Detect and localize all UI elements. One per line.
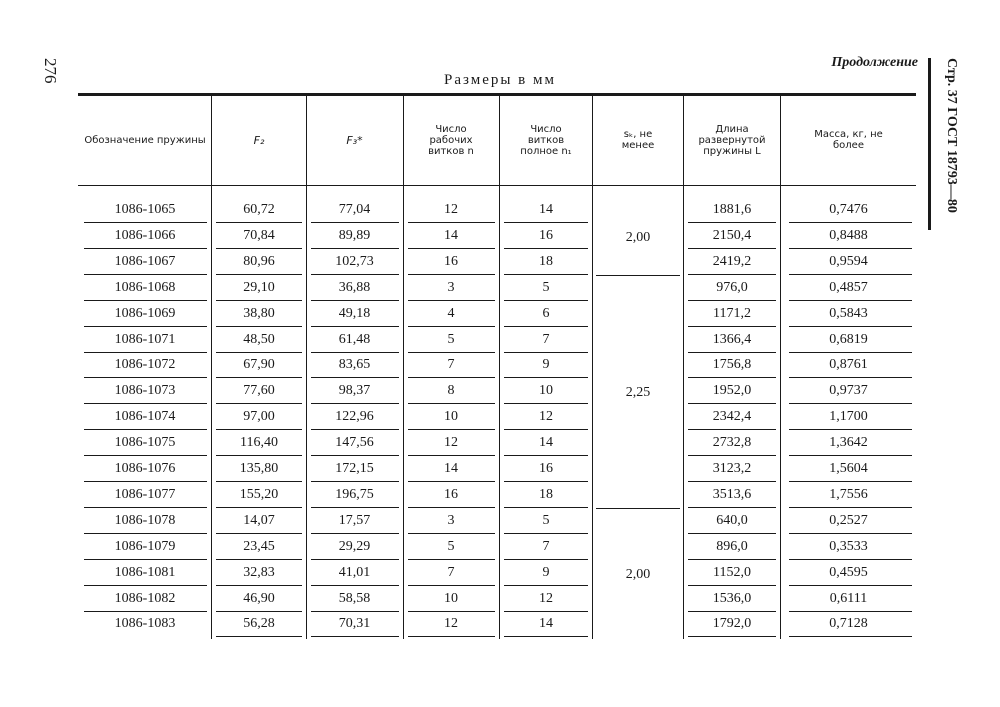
cell-f3: 147,56 (335, 435, 374, 451)
cell-n1: 5 (542, 279, 550, 295)
cell-name: 1086-1083 (114, 616, 176, 632)
cell-mass: 1,1700 (829, 409, 868, 425)
row-rule (504, 326, 588, 327)
cell-n: 14 (444, 227, 458, 243)
cell-name: 1086-1071 (114, 331, 176, 347)
row-rule (504, 274, 588, 275)
header-f2: F₂ (253, 133, 265, 147)
cell-f3: 122,96 (335, 409, 374, 425)
cell-name: 1086-1069 (114, 305, 176, 321)
cell-n1: 16 (539, 461, 553, 476)
cell-name: 1086-1077 (114, 486, 176, 502)
row-rule (408, 403, 495, 404)
page-number: 276 (41, 58, 60, 84)
row-rule (311, 248, 399, 249)
row-rule (311, 429, 399, 430)
cell-f2: 32,83 (243, 564, 275, 580)
cell-n: 12 (444, 202, 458, 217)
cell-n1: 6 (542, 305, 550, 321)
row-rule (789, 533, 912, 534)
row-rule (311, 636, 399, 637)
cell-mass: 0,7128 (829, 616, 868, 632)
row-rule (216, 429, 302, 430)
cell-f2: 80,96 (243, 253, 275, 269)
cell-n1: 18 (539, 486, 553, 502)
row-rule (311, 507, 399, 508)
header-sk: sₖ, не менее (621, 129, 655, 151)
cell-f2: 23,45 (243, 538, 275, 554)
cell-L: 1881,6 (712, 202, 752, 217)
cell-f2: 116,40 (240, 435, 278, 451)
cell-n1: 18 (539, 253, 553, 269)
row-rule (84, 274, 207, 275)
cell-mass: 0,3533 (829, 538, 868, 554)
row-rule (789, 429, 912, 430)
column-divider (499, 96, 500, 639)
cell-n: 16 (444, 253, 458, 269)
row-rule (216, 300, 302, 301)
row-rule (311, 300, 399, 301)
cell-n1: 10 (539, 383, 553, 399)
row-rule (688, 248, 776, 249)
cell-f3: 61,48 (338, 331, 371, 347)
row-rule (789, 455, 912, 456)
cell-L: 2732,8 (712, 435, 752, 451)
row-rule (688, 611, 776, 612)
cell-n: 7 (447, 564, 455, 580)
row-rule (408, 559, 495, 560)
row-rule (84, 559, 207, 560)
cell-mass: 1,5604 (829, 461, 868, 476)
cell-L: 2342,4 (712, 409, 752, 425)
cell-f3: 196,75 (335, 486, 374, 502)
units-caption: Размеры в мм (443, 72, 556, 88)
cell-mass: 0,2527 (829, 512, 868, 528)
column-divider (780, 96, 781, 639)
cell-name: 1086-1079 (114, 538, 176, 554)
row-rule (84, 222, 207, 223)
row-rule (311, 481, 399, 482)
row-rule (688, 300, 776, 301)
row-rule (408, 585, 495, 586)
cell-mass: 1,7556 (829, 486, 868, 502)
cell-n1: 9 (542, 357, 550, 373)
cell-n1: 9 (542, 564, 550, 580)
cell-f3: 49,18 (338, 305, 371, 321)
row-rule (688, 377, 776, 378)
row-rule (84, 403, 207, 404)
cell-f2: 56,28 (243, 616, 275, 632)
cell-f3: 172,15 (335, 461, 374, 476)
row-rule (789, 481, 912, 482)
cell-f2: 38,80 (243, 305, 275, 321)
cell-f2: 77,60 (243, 383, 275, 399)
row-rule (216, 636, 302, 637)
row-rule (84, 455, 207, 456)
cell-mass: 0,9594 (829, 253, 868, 269)
cell-name: 1086-1075 (114, 435, 176, 451)
row-rule (504, 429, 588, 430)
cell-f2: 70,84 (243, 227, 275, 243)
row-rule (84, 481, 207, 482)
row-rule (216, 455, 302, 456)
row-rule (311, 377, 399, 378)
row-rule (311, 455, 399, 456)
row-rule (311, 326, 399, 327)
row-rule (408, 611, 495, 612)
row-rule (408, 507, 495, 508)
cell-n1: 12 (539, 409, 553, 425)
row-rule (789, 403, 912, 404)
cell-L: 976,0 (716, 279, 748, 295)
cell-f2: 14,07 (243, 512, 275, 528)
column-divider (403, 96, 404, 639)
cell-name: 1086-1082 (114, 590, 176, 606)
row-rule (216, 611, 302, 612)
cell-f3: 29,29 (338, 538, 371, 554)
row-rule (84, 352, 207, 353)
row-rule (84, 585, 207, 586)
row-rule (688, 274, 776, 275)
cell-name: 1086-1068 (114, 279, 176, 295)
row-rule (688, 429, 776, 430)
row-rule (216, 403, 302, 404)
row-rule (311, 403, 399, 404)
cell-L: 1152,0 (713, 564, 751, 580)
header-f3: F₃* (346, 133, 363, 147)
row-rule (688, 533, 776, 534)
cell-L: 3123,2 (712, 461, 752, 476)
header-mass: Масса, кг, не более (814, 129, 883, 151)
row-rule (408, 533, 495, 534)
row-rule (789, 326, 912, 327)
cell-n: 12 (444, 616, 458, 632)
cell-mass: 0,5843 (829, 305, 868, 321)
continuation-label: Продолжение (831, 55, 918, 70)
cell-L: 1792,0 (712, 616, 752, 632)
cell-f3: 70,31 (338, 616, 371, 632)
sk-group-rule (596, 508, 680, 509)
cell-n: 5 (447, 538, 455, 554)
cell-name: 1086-1073 (114, 383, 176, 399)
cell-L: 896,0 (716, 538, 748, 554)
cell-n: 8 (447, 383, 455, 399)
row-rule (216, 507, 302, 508)
row-rule (216, 377, 302, 378)
row-rule (688, 636, 776, 637)
cell-L: 1171,2 (713, 305, 751, 321)
row-rule (408, 455, 495, 456)
cell-name: 1086-1067 (114, 253, 176, 269)
cell-mass: 0,8761 (829, 357, 868, 373)
row-rule (504, 377, 588, 378)
row-rule (504, 481, 588, 482)
cell-f2: 48,50 (243, 331, 275, 347)
row-rule (311, 352, 399, 353)
cell-f2: 67,90 (243, 357, 275, 373)
header-bottom-rule (78, 185, 916, 186)
row-rule (408, 248, 495, 249)
row-rule (789, 611, 912, 612)
cell-n1: 16 (539, 227, 553, 243)
cell-L: 1952,0 (712, 383, 752, 399)
cell-n: 3 (447, 279, 455, 295)
cell-f3: 83,65 (338, 357, 371, 373)
row-rule (789, 377, 912, 378)
cell-f3: 36,88 (338, 279, 371, 295)
row-rule (688, 455, 776, 456)
cell-n: 16 (444, 486, 458, 502)
cell-L: 1536,0 (712, 590, 752, 606)
row-rule (311, 559, 399, 560)
row-rule (504, 455, 588, 456)
row-rule (84, 300, 207, 301)
cell-f2: 60,72 (243, 202, 275, 217)
cell-mass: 0,7476 (829, 202, 868, 217)
header-designation: Обозначение пружины (84, 134, 206, 146)
cell-n1: 14 (539, 435, 553, 451)
cell-f3: 89,89 (338, 227, 371, 243)
cell-mass: 0,8488 (829, 227, 868, 243)
row-rule (216, 533, 302, 534)
row-rule (408, 429, 495, 430)
cell-f2: 29,10 (243, 279, 275, 295)
row-rule (789, 507, 912, 508)
row-rule (504, 533, 588, 534)
column-divider (211, 96, 212, 639)
sk-group-value: 2,25 (625, 385, 651, 401)
row-rule (789, 248, 912, 249)
row-rule (504, 611, 588, 612)
row-rule (789, 222, 912, 223)
row-rule (216, 585, 302, 586)
row-rule (408, 222, 495, 223)
row-rule (688, 559, 776, 560)
cell-f3: 98,37 (338, 383, 371, 399)
row-rule (84, 248, 207, 249)
cell-L: 3513,6 (712, 486, 752, 502)
row-rule (688, 326, 776, 327)
row-rule (84, 533, 207, 534)
cell-mass: 0,4595 (829, 564, 868, 580)
column-divider (306, 96, 307, 639)
row-rule (504, 248, 588, 249)
row-rule (504, 636, 588, 637)
row-rule (789, 559, 912, 560)
cell-name: 1086-1072 (114, 357, 176, 373)
row-rule (504, 507, 588, 508)
row-rule (216, 326, 302, 327)
cell-L: 1756,8 (712, 357, 752, 373)
row-rule (311, 222, 399, 223)
cell-n1: 12 (539, 590, 553, 606)
row-rule (688, 352, 776, 353)
row-rule (84, 326, 207, 327)
row-rule (408, 274, 495, 275)
row-rule (408, 300, 495, 301)
row-rule (688, 507, 776, 508)
cell-L: 640,0 (716, 512, 748, 528)
row-rule (216, 559, 302, 560)
cell-f3: 102,73 (335, 253, 374, 269)
row-rule (84, 611, 207, 612)
row-rule (84, 377, 207, 378)
sk-group-value: 2,00 (625, 229, 651, 245)
row-rule (216, 352, 302, 353)
row-rule (789, 300, 912, 301)
cell-f3: 58,58 (338, 590, 371, 606)
cell-L: 1366,4 (712, 331, 752, 347)
row-rule (84, 507, 207, 508)
row-rule (408, 377, 495, 378)
cell-mass: 1,3642 (829, 435, 868, 451)
column-divider (683, 96, 684, 639)
row-rule (311, 533, 399, 534)
cell-name: 1086-1066 (114, 227, 176, 243)
row-rule (504, 222, 588, 223)
row-rule (504, 352, 588, 353)
cell-n: 7 (447, 357, 455, 373)
cell-f2: 155,20 (239, 486, 279, 502)
cell-f3: 77,04 (338, 202, 371, 217)
header-total-coils: Число витков полное n₁ (520, 123, 572, 157)
cell-f2: 135,80 (239, 461, 279, 476)
cell-n1: 14 (539, 202, 553, 217)
cell-mass: 0,6819 (829, 331, 868, 347)
sk-group-rule (596, 275, 680, 276)
header-length: Длина развернутой пружины L (698, 123, 766, 157)
row-rule (408, 326, 495, 327)
cell-n: 4 (447, 305, 455, 321)
row-rule (688, 481, 776, 482)
row-rule (789, 274, 912, 275)
standard-side-header: Стр. 37 ГОСТ 18793—80 (944, 58, 959, 213)
row-rule (84, 429, 207, 430)
cell-n1: 14 (539, 616, 553, 632)
cell-name: 1086-1074 (114, 409, 176, 425)
cell-n1: 7 (542, 538, 550, 554)
cell-n: 10 (444, 409, 458, 425)
row-rule (504, 300, 588, 301)
row-rule (408, 481, 495, 482)
cell-mass: 0,4857 (829, 279, 868, 295)
row-rule (688, 222, 776, 223)
row-rule (504, 403, 588, 404)
row-rule (216, 274, 302, 275)
row-rule (216, 481, 302, 482)
row-rule (789, 636, 912, 637)
cell-n1: 7 (542, 331, 550, 347)
cell-L: 2150,4 (712, 227, 752, 243)
row-rule (408, 352, 495, 353)
row-rule (311, 611, 399, 612)
cell-name: 1086-1076 (114, 461, 176, 476)
cell-n: 14 (444, 461, 458, 476)
sk-group-value: 2,00 (625, 566, 651, 582)
row-rule (216, 248, 302, 249)
row-rule (688, 403, 776, 404)
row-rule (789, 352, 912, 353)
cell-n: 12 (444, 435, 458, 451)
cell-f2: 97,00 (243, 409, 275, 425)
cell-L: 2419,2 (712, 253, 752, 269)
cell-name: 1086-1065 (114, 202, 176, 217)
cell-name: 1086-1078 (114, 512, 176, 528)
row-rule (504, 585, 588, 586)
cell-n: 5 (447, 331, 455, 347)
header-working-coils: Число рабочих витков n (428, 123, 474, 157)
cell-f2: 46,90 (243, 590, 275, 606)
cell-n1: 5 (542, 512, 550, 528)
cell-f3: 41,01 (338, 564, 371, 580)
row-rule (789, 585, 912, 586)
row-rule (216, 222, 302, 223)
row-rule (408, 636, 495, 637)
row-rule (688, 585, 776, 586)
cell-n: 3 (447, 512, 455, 528)
cell-f3: 17,57 (338, 512, 371, 528)
cell-name: 1086-1081 (114, 564, 176, 580)
column-divider (592, 96, 593, 639)
row-rule (504, 559, 588, 560)
row-rule (311, 585, 399, 586)
cell-mass: 0,9737 (829, 383, 868, 399)
cell-n: 10 (444, 590, 458, 606)
row-rule (311, 274, 399, 275)
cell-mass: 0,6111 (829, 590, 868, 606)
